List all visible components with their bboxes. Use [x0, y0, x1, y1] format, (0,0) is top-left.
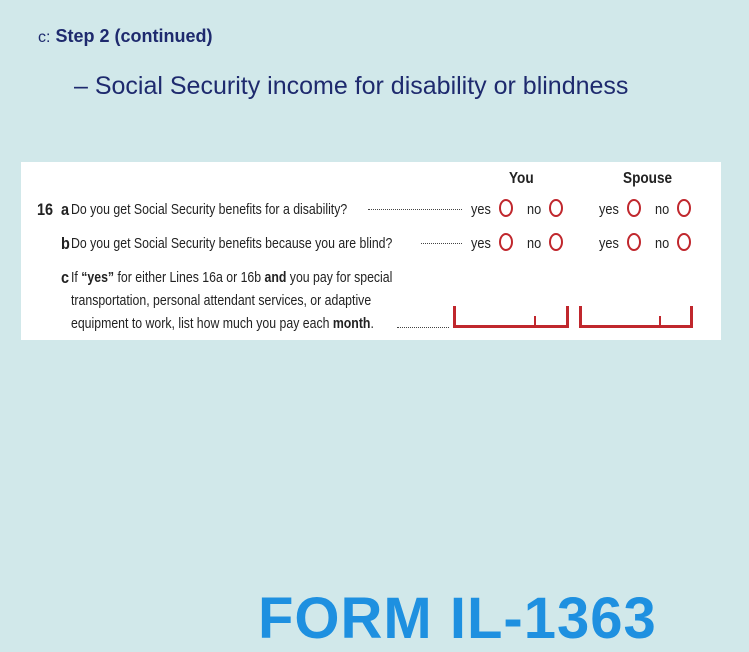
line-number: 16	[37, 200, 54, 219]
question-letter-a: a	[61, 200, 70, 219]
spouse-yes-label: yes	[599, 201, 619, 218]
amount-field-spouse[interactable]	[579, 306, 693, 328]
radio-16b-you-no[interactable]	[549, 233, 563, 251]
q-c-yes-emphasis: “yes”	[81, 269, 115, 286]
amount-field-divider	[534, 316, 536, 325]
radio-16b-spouse-no[interactable]	[677, 233, 691, 251]
header-title: Step 2 (continued)	[55, 26, 213, 46]
column-header-you: You	[509, 170, 534, 187]
header-prefix: c:	[38, 29, 51, 46]
q-c-text: for either Lines 16a or 16b	[114, 269, 265, 286]
radio-16a-you-no[interactable]	[549, 199, 563, 217]
radio-16a-spouse-no[interactable]	[677, 199, 691, 217]
leader-dots	[397, 326, 449, 328]
spouse-no-label: no	[655, 201, 670, 218]
column-header-spouse: Spouse	[623, 170, 673, 187]
radio-16a-spouse-yes[interactable]	[627, 199, 641, 217]
slide-header	[38, 26, 212, 47]
q-c-text: If	[71, 269, 82, 286]
question-16a-row	[21, 198, 721, 224]
form-excerpt	[21, 162, 721, 340]
question-16c-line-1	[71, 269, 392, 286]
q-c-month-emphasis: month	[332, 315, 371, 332]
question-letter-c: c	[61, 268, 70, 287]
form-number-title: FORM IL-1363	[258, 586, 657, 651]
slide-subtitle: – Social Security income for disability or blindness	[74, 72, 629, 100]
radio-16b-you-yes[interactable]	[499, 233, 513, 251]
question-16b-row	[21, 232, 721, 258]
you-no-label: no	[527, 235, 542, 252]
amount-field-divider	[659, 316, 661, 325]
question-letter-b: b	[61, 234, 70, 253]
q-c-text: equipment to work, list how much you pay each	[71, 315, 333, 332]
amount-field-you[interactable]	[453, 306, 569, 328]
radio-16b-spouse-yes[interactable]	[627, 233, 641, 251]
you-yes-label: yes	[471, 201, 491, 218]
question-16a-text: Do you get Social Security benefits for a disability?	[71, 201, 348, 218]
q-c-and-emphasis: and	[264, 269, 287, 286]
question-16c-line-3	[71, 315, 374, 332]
question-16c-line-2: transportation, personal attendant services, or adaptive	[71, 292, 372, 309]
question-16b-text: Do you get Social Security benefits because you are blind?	[71, 235, 393, 252]
you-yes-label: yes	[471, 235, 491, 252]
you-no-label: no	[527, 201, 542, 218]
leader-dots	[421, 242, 462, 244]
spouse-yes-label: yes	[599, 235, 619, 252]
spouse-no-label: no	[655, 235, 670, 252]
q-c-text: .	[370, 315, 374, 332]
q-c-text: you pay for special	[286, 269, 393, 286]
radio-16a-you-yes[interactable]	[499, 199, 513, 217]
leader-dots	[368, 208, 462, 210]
